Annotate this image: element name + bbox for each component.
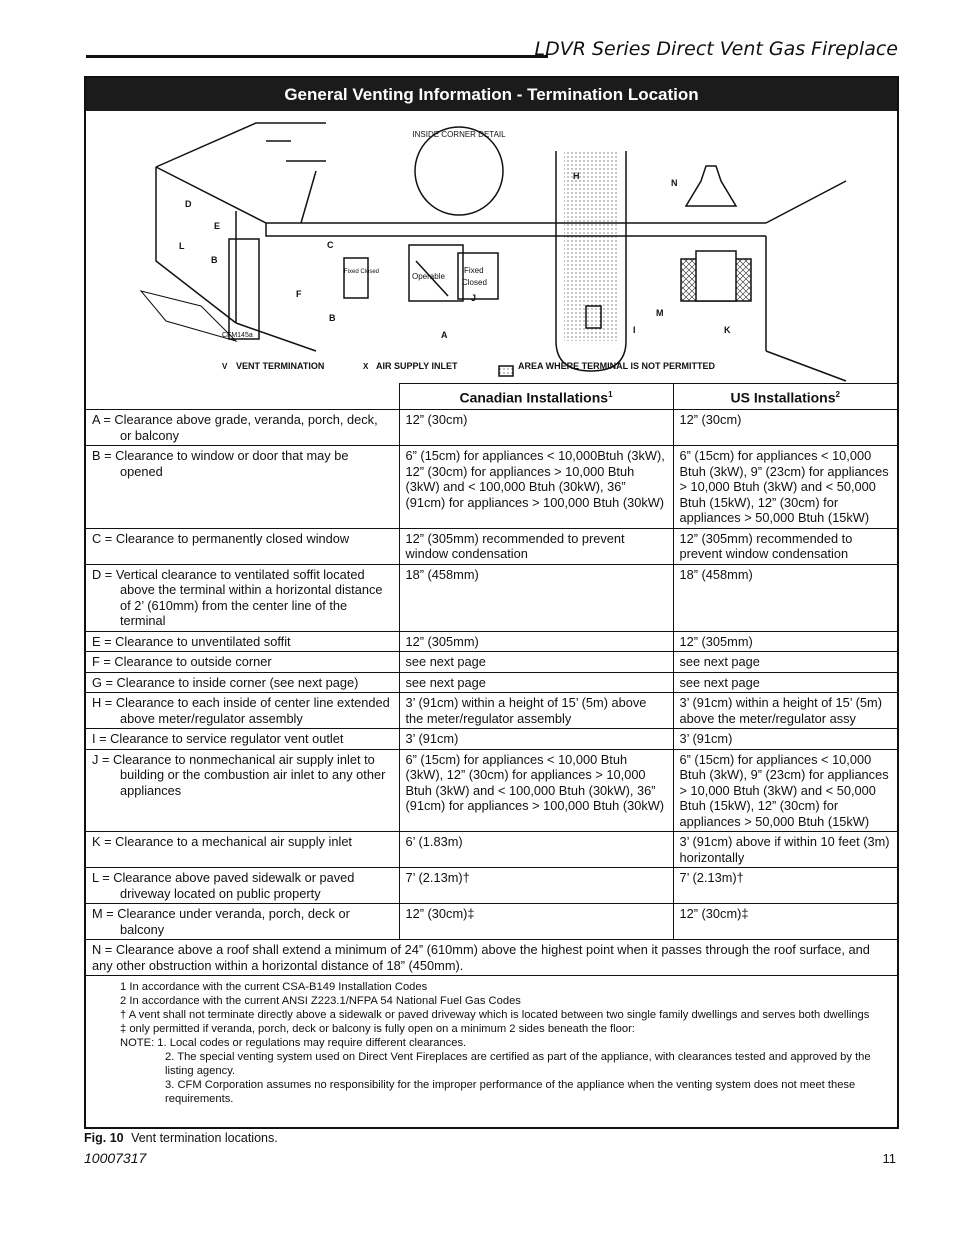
figure-number: Fig. 10 (84, 1131, 124, 1145)
us-value: 3’ (91cm) above if within 10 feet (3m) horizontally (673, 832, 897, 868)
canadian-value: 6” (15cm) for appliances < 10,000Btuh (3kW), 12” (30cm) for appliances > 10,000 Btuh (3kW) and < 100,000 Btuh (30kW), 36” (91cm) for appliances > 100,000 Btuh (30kW) (399, 446, 673, 529)
row-n (86, 940, 897, 976)
document-number: 10007317 (84, 1150, 147, 1166)
row-label: F = Clearance to outside corner (86, 652, 399, 673)
row-label: L = Clearance above paved sidewalk or paved driveway located on public property (86, 868, 399, 904)
us-value: 3’ (91cm) (673, 729, 897, 750)
label-D: D (185, 199, 192, 209)
label-I: I (633, 325, 636, 335)
note-general-2: 2. The special venting system used on Direct Vent Fireplaces are certified as part of the appliance, with clearances tested and approved by the listing agency. (165, 1051, 871, 1078)
header-canadian: Canadian Installations$^1$ (399, 384, 673, 410)
label-B-bottom: B (329, 313, 336, 323)
figure-caption (84, 1131, 278, 1145)
row-label: C = Clearance to permanently closed window (86, 528, 399, 564)
row-label: A = Clearance above grade, veranda, porch, deck, or balcony (86, 410, 399, 446)
inside-corner-label: INSIDE CORNER DETAIL (412, 130, 506, 139)
row-label: B = Clearance to window or door that may be opened (86, 446, 399, 529)
figure-frame (84, 76, 899, 1129)
note-general-3: 3. CFM Corporation assumes no responsibility for the improper performance of the appliance when the venting system does not meet these requirements. (165, 1079, 856, 1106)
label-L: L (179, 241, 185, 251)
row-label: K = Clearance to a mechanical air supply inlet (86, 832, 399, 868)
canadian-value: 12” (30cm) (399, 410, 673, 446)
header-us: US Installations$^2$ (673, 384, 897, 410)
label-A: A (441, 330, 448, 340)
figure-caption-text: Vent termination locations. (131, 1131, 278, 1145)
vent-marker-legend: V (222, 362, 228, 371)
row-label: M = Clearance under veranda, porch, deck or balcony (86, 904, 399, 940)
us-value: see next page (673, 652, 897, 673)
row-label: E = Clearance to unventilated soffit (86, 631, 399, 652)
us-value: 3’ (91cm) within a height of 15’ (5m) above the meter/regulator assy (673, 693, 897, 729)
row-label: D = Vertical clearance to ventilated soffit located above the terminal within a horizontal distance of 2’ (610mm) from the center line of the terminal (86, 564, 399, 631)
table-row (86, 410, 897, 446)
label-H: H (573, 171, 580, 181)
operable-label: Operable (412, 272, 445, 281)
clearance-table (86, 383, 897, 1109)
legend-vent: VENT TERMINATION (236, 361, 325, 371)
label-J: J (471, 293, 477, 303)
note-dagger: † A vent shall not terminate directly above a sidewalk or paved driveway which is located between two single family dwellings and serves both dwellings (120, 1009, 870, 1022)
table-row (86, 729, 897, 750)
row-label: J = Clearance to nonmechanical air supply inlet to building or the combustion air inlet to any other appliances (86, 749, 399, 832)
canadian-value: see next page (399, 672, 673, 693)
table-row (86, 832, 897, 868)
figure-ref: CFM145a (222, 332, 253, 339)
label-C: C (327, 240, 334, 250)
table-body (86, 410, 897, 940)
label-M: M (656, 308, 664, 318)
canadian-value: 12” (305mm) (399, 631, 673, 652)
row-label: G = Clearance to inside corner (see next page) (86, 672, 399, 693)
us-value: 12” (30cm) (673, 410, 897, 446)
canadian-value: 6” (15cm) for appliances < 10,000 Btuh (3kW), 12” (30cm) for appliances > 10,000 Btuh (3kW) and < 100,000 Btuh (30kW), 36” (91cm) for appliances > 100,000 Btuh (30kW) (399, 749, 673, 832)
us-value: 18” (458mm) (673, 564, 897, 631)
canadian-value: see next page (399, 652, 673, 673)
label-E: E (214, 221, 221, 231)
table-row (86, 564, 897, 631)
us-value: 12” (305mm) (673, 631, 897, 652)
section-banner: General Venting Information - Termination Location (86, 78, 897, 111)
label-K: K (724, 325, 731, 335)
note-general-1: NOTE: 1. Local codes or regulations may require different clearances. (120, 1037, 467, 1050)
canadian-value: 6’ (1.83m) (399, 832, 673, 868)
us-value: 12” (30cm)‡ (673, 904, 897, 940)
header-blank (86, 384, 399, 410)
notes-row (86, 976, 897, 1110)
header-rule (86, 55, 548, 58)
table-row (86, 868, 897, 904)
table-row (86, 672, 897, 693)
canadian-value: 7’ (2.13m)† (399, 868, 673, 904)
row-label: I = Clearance to service regulator vent outlet (86, 729, 399, 750)
canadian-value: 18” (458mm) (399, 564, 673, 631)
us-value: 7’ (2.13m)† (673, 868, 897, 904)
header-title: LDVR Series Direct Vent Gas Fireplace (534, 38, 898, 60)
venting-diagram (86, 111, 897, 383)
table-row (86, 446, 897, 529)
canadian-value: 3’ (91cm) within a height of 15’ (5m) above the meter/regulator assembly (399, 693, 673, 729)
note-ddagger: ‡ only permitted if veranda, porch, deck or balcony is fully open on a minimum 2 sides beneath the floor: (120, 1023, 635, 1036)
closed-label: Closed (462, 278, 487, 287)
label-F: F (296, 289, 302, 299)
table-row (86, 749, 897, 832)
legend-area: AREA WHERE TERMINAL IS NOT PERMITTED (518, 361, 716, 371)
table-row (86, 904, 897, 940)
label-B-left: B (211, 255, 218, 265)
fixed-closed-label: Fixed Closed (344, 269, 380, 275)
row-label: H = Clearance to each inside of center line extended above meter/regulator assembly (86, 693, 399, 729)
page-number: 11 (882, 1151, 896, 1166)
us-value: 6” (15cm) for appliances < 10,000 Btuh (3kW), 9” (23cm) for appliances > 10,000 Btuh (3kW) and < 50,000 Btuh (15kW), 12” (30cm) for appliances > 50,000 Btuh (15kW) (673, 446, 897, 529)
fixed-label: Fixed (464, 266, 484, 275)
canadian-value: 12” (30cm)‡ (399, 904, 673, 940)
us-value: see next page (673, 672, 897, 693)
air-marker-legend: X (363, 362, 369, 371)
row-n-cell: N = Clearance above a roof shall extend a minimum of 24” (610mm) above the highest point when it passes through the roof surface, and any other obstruction within a horizontal distance of 18” (450mm). (86, 940, 897, 976)
house-illustration (86, 111, 897, 383)
note-2: 2 In accordance with the current ANSI Z223.1/NFPA 54 National Fuel Gas Codes (120, 995, 521, 1008)
table-row (86, 693, 897, 729)
table-header-row (86, 384, 897, 410)
table-row (86, 631, 897, 652)
notes-cell (86, 976, 897, 1110)
table-row (86, 652, 897, 673)
canadian-value: 3’ (91cm) (399, 729, 673, 750)
note-1: 1 In accordance with the current CSA-B149 Installation Codes (120, 981, 428, 994)
us-value: 6” (15cm) for appliances < 10,000 Btuh (3kW), 9” (23cm) for appliances > 10,000 Btuh (3kW) and < 50,000 Btuh (15kW), 12” (30cm) for appliances > 50,000 Btuh (15kW) (673, 749, 897, 832)
canadian-value: 12” (305mm) recommended to prevent window condensation (399, 528, 673, 564)
legend-air: AIR SUPPLY INLET (376, 361, 458, 371)
us-value: 12” (305mm) recommended to prevent window condensation (673, 528, 897, 564)
label-N: N (671, 178, 678, 188)
table-row (86, 528, 897, 564)
